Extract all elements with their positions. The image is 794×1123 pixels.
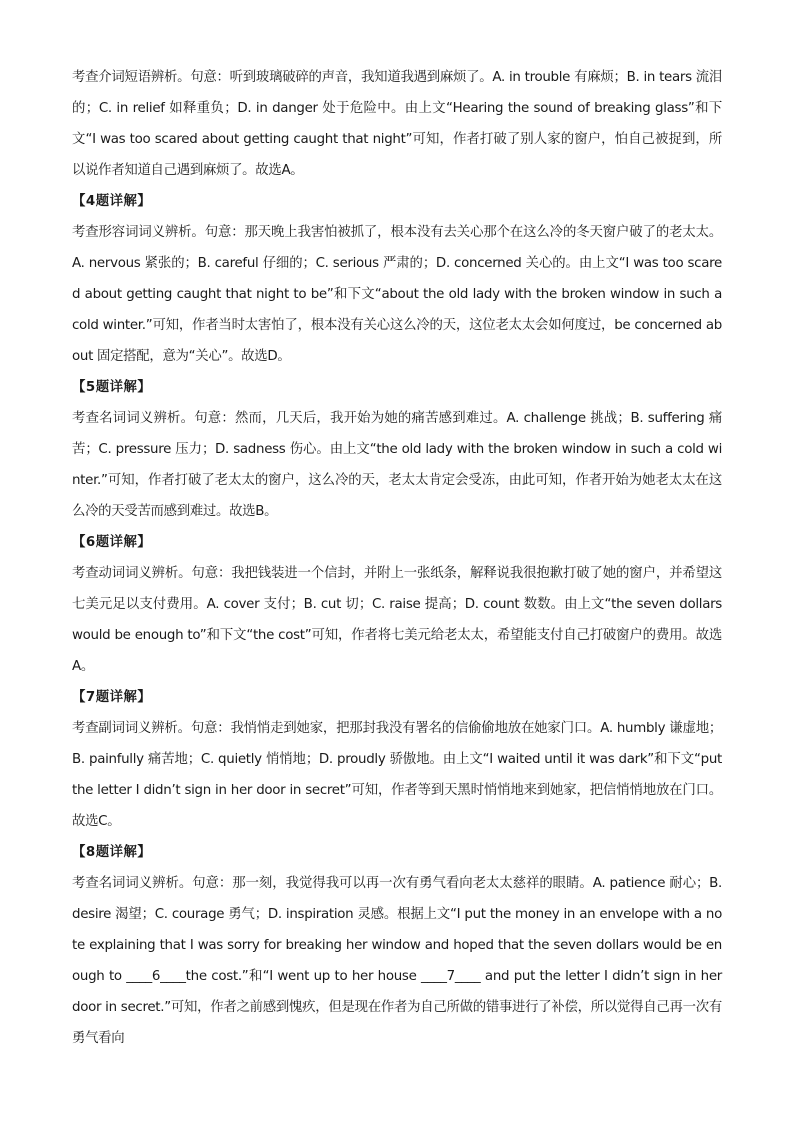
document-page: [72, 62, 722, 1054]
heading-q6: 【6题详解】: [72, 535, 152, 550]
paragraph-q4-explanation: 考查形容词词义辨析。句意：那天晚上我害怕被抓了，根本没有去关心那个在这么冷的冬天窗户破了的老太太。A. nervous 紧张的；B. careful 仔细的；C. serious 严肃的；D. concerned 关心的。由上文“I was too scared about getting caught that night to be”和下文“about the old lady with the broken window in such a cold winter.”可知，作者当时太害怕了，根本没有关心这么冷的天，这位老太太会如何度过，be concerned about 固定搭配，意为“关心”。故选D。: [72, 225, 722, 364]
paragraph-q5-explanation: 考查名词词义辨析。句意：然而，几天后，我开始为她的痛苦感到难过。A. challenge 挑战；B. suffering 痛苦；C. pressure 压力；D. sadness 伤心。由上文“the old lady with the broken window in such a cold winter.”可知，作者打破了老太太的窗户，这么冷的天，老太太肯定会受冻，由此可知，作者开始为她老太太在这么冷的天受苦而感到难过。故选B。: [72, 411, 722, 519]
paragraph-q3-explanation: 考查介词短语辨析。句意：听到玻璃破碎的声音，我知道我遇到麻烦了。A. in trouble 有麻烦；B. in tears 流泪的；C. in relief 如释重负；D. in danger 处于危险中。由上文“Hearing the sound of breaking glass”和下文“I was too scared about getting caught that night”可知，作者打破了别人家的窗户，怕自己被捉到，所以说作者知道自己遇到麻烦了。故选A。: [72, 70, 722, 178]
paragraph-q7-explanation: 考查副词词义辨析。句意：我悄悄走到她家，把那封我没有署名的信偷偷地放在她家门口。A. humbly 谦虚地；B. painfully 痛苦地；C. quietly 悄悄地；D. proudly 骄傲地。由上文“I waited until it was dark”和下文“put the letter I didn’t sign in her door in secret”可知，作者等到天黑时悄悄地来到她家，把信悄悄地放在门口。故选C。: [72, 721, 722, 829]
heading-q4: 【4题详解】: [72, 194, 152, 209]
heading-q7: 【7题详解】: [72, 690, 152, 705]
paragraph-q8-explanation: 考查名词词义辨析。句意：那一刻，我觉得我可以再一次有勇气看向老太太慈祥的眼睛。A. patience 耐心；B. desire 渴望；C. courage 勇气；D. inspiration 灵感。根据上文“I put the money in an envelope with a note explaining that I was sorry for breaking her window and hoped that the seven dollars would be enough to ____6____the cost.”和“I went up to her house ____7____ and put the letter I didn’t sign in her door in secret.”可知，作者之前感到愧疚，但是现在作者为自己所做的错事进行了补偿，所以觉得自己再一次有勇气看向: [72, 876, 722, 1046]
heading-q5: 【5题详解】: [72, 380, 152, 395]
heading-q8: 【8题详解】: [72, 845, 152, 860]
paragraph-q6-explanation: 考查动词词义辨析。句意：我把钱装进一个信封，并附上一张纸条，解释说我很抱歉打破了她的窗户，并希望这七美元足以支付费用。A. cover 支付；B. cut 切；C. raise 提高；D. count 数数。由上文“the seven dollars would be enough to”和下文“the cost”可知，作者将七美元给老太太，希望能支付自己打破窗户的费用。故选A。: [72, 566, 722, 674]
